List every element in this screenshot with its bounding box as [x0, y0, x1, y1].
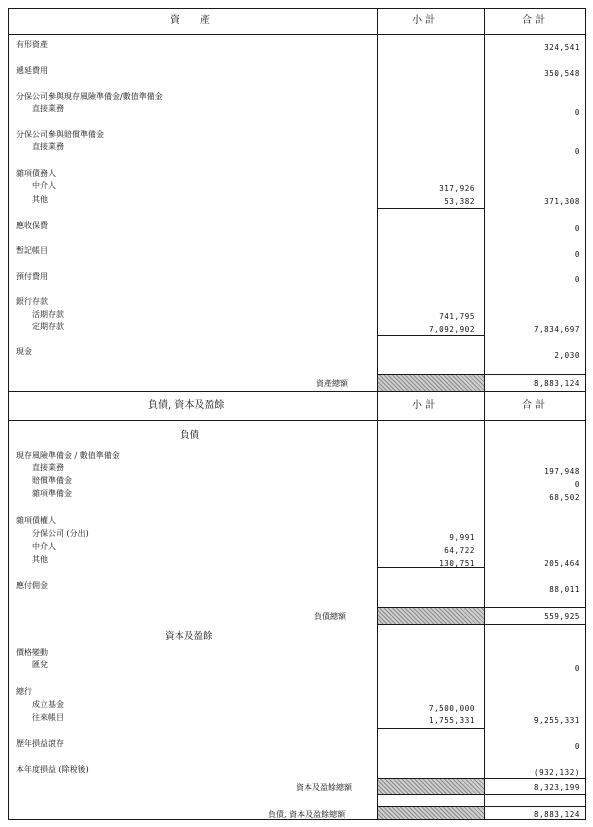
row-label: 中介人	[32, 181, 56, 190]
column-divider-sub	[377, 8, 378, 820]
assets-total-value: 8,883,124	[533, 379, 580, 388]
row-label: 預付費用	[16, 272, 48, 281]
sub-value: 130,751	[439, 559, 475, 568]
frame-left	[8, 8, 9, 820]
subtotal-rule	[378, 728, 484, 729]
row-label: 直接業務	[32, 463, 64, 472]
hatched-cell	[378, 779, 484, 794]
sub-value: 53,382	[444, 197, 475, 206]
row-label: 分保公司 (分出)	[32, 529, 89, 538]
total-rule	[378, 624, 586, 625]
capital-total-value: 8,323,199	[533, 783, 580, 792]
row-label: 直接業務	[32, 142, 64, 151]
total-value: 0	[574, 480, 580, 489]
row-label: 分保公司參與賠償準備金	[16, 130, 104, 139]
total-value: 350,548	[544, 69, 580, 78]
liabilities-subtitle: 負債	[180, 430, 200, 441]
total-value: 68,502	[549, 493, 580, 502]
sub-value: 741,795	[439, 312, 475, 321]
liabilities-total-label: 負債總額	[314, 612, 346, 621]
liabilities-title: 負債, 資本及盈餘	[148, 400, 225, 411]
row-label: 應收保費	[16, 221, 48, 230]
total-value: 9,255,331	[533, 716, 580, 725]
grand-total-value: 8,883,124	[533, 810, 580, 819]
total-value: (932,132)	[533, 768, 580, 777]
row-label: 直接業務	[32, 104, 64, 113]
total-rule	[378, 794, 586, 795]
row-label: 價格變動	[16, 648, 48, 657]
grand-total-label: 負債, 資本及盈餘總額	[268, 810, 346, 819]
column-divider-total	[484, 8, 485, 820]
row-label: 遞延費用	[16, 66, 48, 75]
row-label: 成立基金	[32, 700, 64, 709]
row-label: 總行	[16, 687, 32, 696]
frame-right	[585, 8, 586, 820]
sub-value: 9,991	[449, 533, 475, 542]
hatched-cell	[378, 608, 484, 624]
sub-column-header: 小 計	[412, 400, 436, 411]
row-label: 雜項準備金	[32, 489, 72, 498]
section-divider	[8, 391, 586, 392]
row-label: 匯兌	[32, 660, 48, 669]
row-label: 定期存款	[32, 322, 64, 331]
total-column-header: 合 計	[522, 400, 546, 411]
sub-value: 1,755,331	[428, 716, 475, 725]
total-value: 324,541	[544, 43, 580, 52]
total-value: 0	[574, 742, 580, 751]
total-value: 7,834,697	[533, 325, 580, 334]
liabilities-total-value: 559,925	[544, 612, 580, 621]
capital-total-label: 資本及盈餘總額	[296, 783, 352, 792]
total-column-header: 合 計	[522, 15, 546, 26]
total-value: 0	[574, 664, 580, 673]
row-label: 現存風險準備金 / 數值準備金	[16, 451, 120, 460]
row-label: 本年度損益 (除稅後)	[16, 765, 89, 774]
total-value: 2,030	[554, 351, 580, 360]
total-value: 0	[574, 224, 580, 233]
assets-title: 資 產	[170, 15, 210, 26]
subtotal-rule	[378, 208, 484, 209]
hatched-cell	[378, 375, 484, 391]
row-label: 雜項債權人	[16, 516, 56, 525]
subtotal-rule	[378, 335, 484, 336]
total-value: 0	[574, 275, 580, 284]
frame-top	[8, 8, 586, 9]
total-value: 0	[574, 108, 580, 117]
row-label: 分保公司參與現存風險準備金/數值準備金	[16, 92, 163, 101]
row-label: 賠償準備金	[32, 476, 72, 485]
header-underline-liabilities	[8, 420, 586, 421]
sub-value: 7,092,902	[428, 325, 475, 334]
row-label: 應付佣金	[16, 581, 48, 590]
total-value: 205,464	[544, 559, 580, 568]
row-label: 歷年損益滾存	[16, 739, 64, 748]
capital-subtitle: 資本及盈餘	[165, 631, 213, 642]
assets-total-label: 資產總額	[316, 379, 348, 388]
total-value: 88,011	[549, 585, 580, 594]
header-underline-assets	[8, 34, 586, 35]
row-label: 現金	[16, 347, 32, 356]
row-label: 有形資產	[16, 40, 48, 49]
row-label: 其他	[32, 555, 48, 564]
row-label: 銀行存款	[16, 297, 48, 306]
hatched-cell	[378, 807, 484, 819]
row-label: 往來帳目	[32, 713, 64, 722]
row-label: 其他	[32, 195, 48, 204]
sub-value: 317,926	[439, 184, 475, 193]
row-label: 雜項債務人	[16, 169, 56, 178]
row-label: 中介人	[32, 542, 56, 551]
row-label: 暫記帳目	[16, 246, 48, 255]
sub-column-header: 小 計	[412, 15, 436, 26]
row-label: 活期存款	[32, 310, 64, 319]
sub-value: 64,722	[444, 546, 475, 555]
total-value: 0	[574, 147, 580, 156]
sub-value: 7,500,000	[428, 704, 475, 713]
total-value: 371,308	[544, 197, 580, 206]
total-value: 0	[574, 250, 580, 259]
total-value: 197,948	[544, 467, 580, 476]
